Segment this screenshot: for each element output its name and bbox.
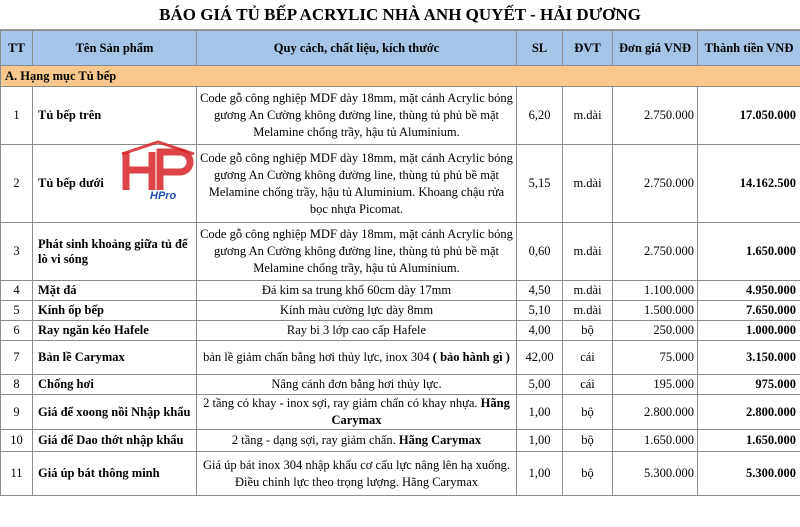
line-total: 975.000: [698, 375, 800, 395]
quantity: 1,00: [517, 395, 563, 430]
table-row: [1, 87, 800, 145]
quantity: 4,50: [517, 281, 563, 301]
col-tt: TT: [1, 31, 33, 66]
unit: bộ: [563, 430, 613, 452]
product-name: Tủ bếp trên: [33, 87, 197, 145]
table-row: [1, 452, 800, 496]
row-number: 10: [1, 430, 33, 452]
table-row: [1, 145, 800, 223]
quantity: 4,00: [517, 321, 563, 341]
unit-price: 1.500.000: [613, 301, 698, 321]
quantity: 5,15: [517, 145, 563, 223]
line-total: 5.300.000: [698, 452, 800, 496]
spec-bold: Hãng Carymax: [398, 433, 482, 447]
spec-text: Code gỗ công nghiệp MDF dày 18mm, mặt cánh Acrylic bóng gương An Cường không đường line, thùng tủ phủ bề mặt Melamine chống trầy, hậu tủ Aluminium.: [197, 223, 517, 281]
unit-price: 2.750.000: [613, 223, 698, 281]
unit-price: 195.000: [613, 375, 698, 395]
header-row: [1, 31, 800, 66]
col-total: Thành tiền VNĐ: [698, 31, 800, 66]
line-total: 7.650.000: [698, 301, 800, 321]
product-name: Chống hơi: [33, 375, 197, 395]
table-row: [1, 281, 800, 301]
product-name: Kính ốp bếp: [33, 301, 197, 321]
unit: bộ: [563, 321, 613, 341]
row-number: 8: [1, 375, 33, 395]
product-name: Giá để Dao thớt nhập khẩu: [33, 430, 197, 452]
unit-price: 75.000: [613, 341, 698, 375]
table-row: [1, 395, 800, 430]
unit-price: 1.100.000: [613, 281, 698, 301]
spec-bold: ( bảo hành gì ): [432, 350, 510, 364]
table-row: [1, 301, 800, 321]
spec-text: Đá kim sa trung khổ 60cm dày 17mm: [197, 281, 517, 301]
col-unit: ĐVT: [563, 31, 613, 66]
row-number: 7: [1, 341, 33, 375]
table-row: [1, 223, 800, 281]
table-row: [1, 341, 800, 375]
product-name: Phát sinh khoảng giữa tủ để lò vi sóng: [33, 223, 197, 281]
line-total: 3.150.000: [698, 341, 800, 375]
line-total: 1.650.000: [698, 430, 800, 452]
col-price: Đơn giá VNĐ: [613, 31, 698, 66]
unit: bộ: [563, 452, 613, 496]
product-name: Tủ bếp dưới: [33, 145, 197, 223]
spec-text: Kính màu cường lực dày 8mm: [197, 301, 517, 321]
unit-price: 5.300.000: [613, 452, 698, 496]
spec-text: bản lề giảm chấn bằng hơi thủy lực, inox 304 ( bảo hành gì ): [197, 341, 517, 375]
line-total: 2.800.000: [698, 395, 800, 430]
product-name: Giá để xoong nồi Nhập khẩu: [33, 395, 197, 430]
line-total: 14.162.500: [698, 145, 800, 223]
logo-text: HPro: [150, 190, 177, 202]
quote-table: [0, 30, 800, 496]
unit: cái: [563, 375, 613, 395]
unit: m.dài: [563, 223, 613, 281]
quantity: 1,00: [517, 430, 563, 452]
unit: m.dài: [563, 87, 613, 145]
row-number: 11: [1, 452, 33, 496]
col-spec: Quy cách, chất liệu, kích thước: [197, 31, 517, 66]
section-row: [1, 66, 800, 87]
spec-text: Ray bi 3 lớp cao cấp Hafele: [197, 321, 517, 341]
line-total: 1.000.000: [698, 321, 800, 341]
unit-price: 1.650.000: [613, 430, 698, 452]
spec-text: Giá úp bát inox 304 nhập khẩu cơ cấu lực nâng lên hạ xuống. Điều chỉnh lực theo trọng lượng. Hãng Carymax: [197, 452, 517, 496]
quantity: 42,00: [517, 341, 563, 375]
sheet-title: BÁO GIÁ TỦ BẾP ACRYLIC NHÀ ANH QUYẾT - HẢI DƯƠNG: [0, 0, 800, 30]
unit: cái: [563, 341, 613, 375]
table-row: [1, 375, 800, 395]
table-row: [1, 321, 800, 341]
row-number: 1: [1, 87, 33, 145]
row-number: 3: [1, 223, 33, 281]
quantity: 1,00: [517, 452, 563, 496]
unit-price: 2.800.000: [613, 395, 698, 430]
quantity: 6,20: [517, 87, 563, 145]
spec-text: Nâng cánh đơn bằng hơi thủy lực.: [197, 375, 517, 395]
product-name: Giá úp bát thông minh: [33, 452, 197, 496]
row-number: 5: [1, 301, 33, 321]
quantity: 5,10: [517, 301, 563, 321]
line-total: 4.950.000: [698, 281, 800, 301]
row-number: 4: [1, 281, 33, 301]
quantity: 0,60: [517, 223, 563, 281]
unit-price: 2.750.000: [613, 87, 698, 145]
row-number: 9: [1, 395, 33, 430]
col-name: Tên Sản phẩm: [33, 31, 197, 66]
line-total: 1.650.000: [698, 223, 800, 281]
product-name: Mặt đá: [33, 281, 197, 301]
spec-bold: Hãng Carymax: [331, 396, 510, 427]
unit: m.dài: [563, 145, 613, 223]
unit-price: 250.000: [613, 321, 698, 341]
table-row: [1, 430, 800, 452]
unit: m.dài: [563, 301, 613, 321]
unit-price: 2.750.000: [613, 145, 698, 223]
spec-text: Code gỗ công nghiệp MDF dày 18mm, mặt cánh Acrylic bóng gương An Cường không đường line, thùng tủ phủ bề mặt Melamine chống trầy, hậu tủ Aluminium.: [197, 87, 517, 145]
col-qty: SL: [517, 31, 563, 66]
line-total: 17.050.000: [698, 87, 800, 145]
unit: m.dài: [563, 281, 613, 301]
product-name: Bản lề Carymax: [33, 341, 197, 375]
row-number: 6: [1, 321, 33, 341]
spec-text: Code gỗ công nghiệp MDF dày 18mm, mặt cánh Acrylic bóng gương An Cường không đường line, thùng tủ phủ bề mặt Melamine chống trầy, hậu tủ Aluminium. Khoang chậu rửa bọc nhựa Picomat.: [197, 145, 517, 223]
quantity: 5,00: [517, 375, 563, 395]
row-number: 2: [1, 145, 33, 223]
product-name: Ray ngăn kéo Hafele: [33, 321, 197, 341]
section-label: A. Hạng mục Tủ bếp: [1, 66, 800, 87]
unit: bộ: [563, 395, 613, 430]
spec-text: 2 tầng có khay - inox sợi, ray giảm chấn có khay nhựa. Hãng Carymax: [197, 395, 517, 430]
spec-text: 2 tầng - dạng sợi, ray giảm chấn. Hãng Carymax: [197, 430, 517, 452]
